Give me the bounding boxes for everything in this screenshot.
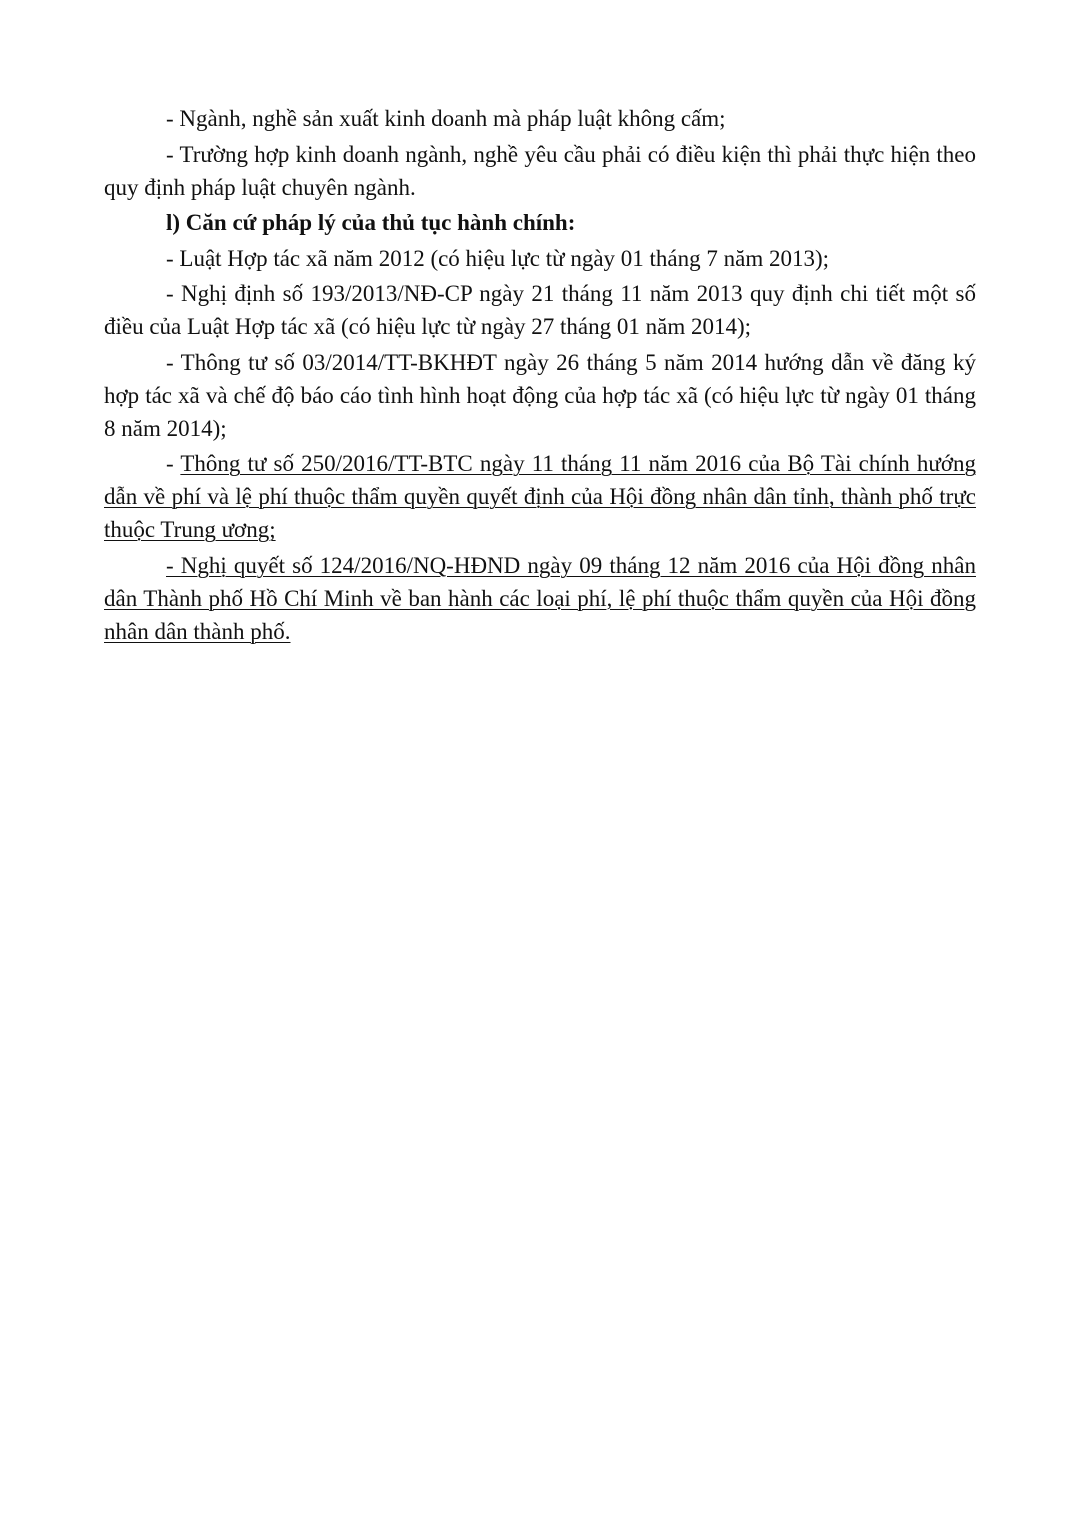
section-heading-legal-basis (104, 206, 976, 239)
paragraph-decree-193 (104, 277, 976, 343)
paragraph-text: Thông tư số 250/2016/TT-BTC ngày 11 tháng 11 năm 2016 của Bộ Tài chính hướng dẫn về phí và lệ phí thuộc thẩm quyền quyết định của Hội đồng nhân dân tỉnh, thành phố trực thuộc Trung ương; (104, 451, 976, 542)
paragraph-text: - Thông tư số 03/2014/TT-BKHĐT ngày 26 tháng 5 năm 2014 hướng dẫn về đăng ký hợp tác xã và chế độ báo cáo tình hình hoạt động của hợp tác xã (có hiệu lực từ ngày 01 tháng 8 năm 2014); (104, 349, 976, 441)
paragraph-text: - Nghị định số 193/2013/NĐ-CP ngày 21 tháng 11 năm 2013 quy định chi tiết một số điều của Luật Hợp tác xã (có hiệu lực từ ngày 27 tháng 01 năm 2014); (104, 281, 976, 339)
document-page (104, 102, 976, 650)
paragraph-permitted-business (104, 102, 976, 135)
paragraph-text: - Trường hợp kinh doanh ngành, nghề yêu cầu phải có điều kiện thì phải thực hiện theo quy định pháp luật chuyên ngành. (104, 141, 976, 200)
paragraph-cooperative-law (104, 242, 976, 275)
paragraph-resolution-124 (104, 549, 976, 648)
heading-text: l) Căn cứ pháp lý của thủ tục hành chính: (166, 210, 576, 235)
paragraph-text: - Luật Hợp tác xã năm 2012 (có hiệu lực từ ngày 01 tháng 7 năm 2013); (166, 245, 830, 271)
paragraph-circular-250 (104, 447, 976, 546)
paragraph-conditional-business (104, 138, 976, 204)
paragraph-prefix: - (166, 451, 181, 476)
paragraph-text: - Nghị quyết số 124/2016/NQ-HĐND ngày 09 tháng 12 năm 2016 của Hội đồng nhân dân Thành phố Hồ Chí Minh về ban hành các loại phí, lệ phí thuộc thẩm quyền của Hội đồng nhân dân thành phố. (104, 552, 976, 644)
paragraph-text: - Ngành, nghề sản xuất kinh doanh mà pháp luật không cấm; (166, 106, 726, 131)
paragraph-circular-03 (104, 346, 976, 445)
